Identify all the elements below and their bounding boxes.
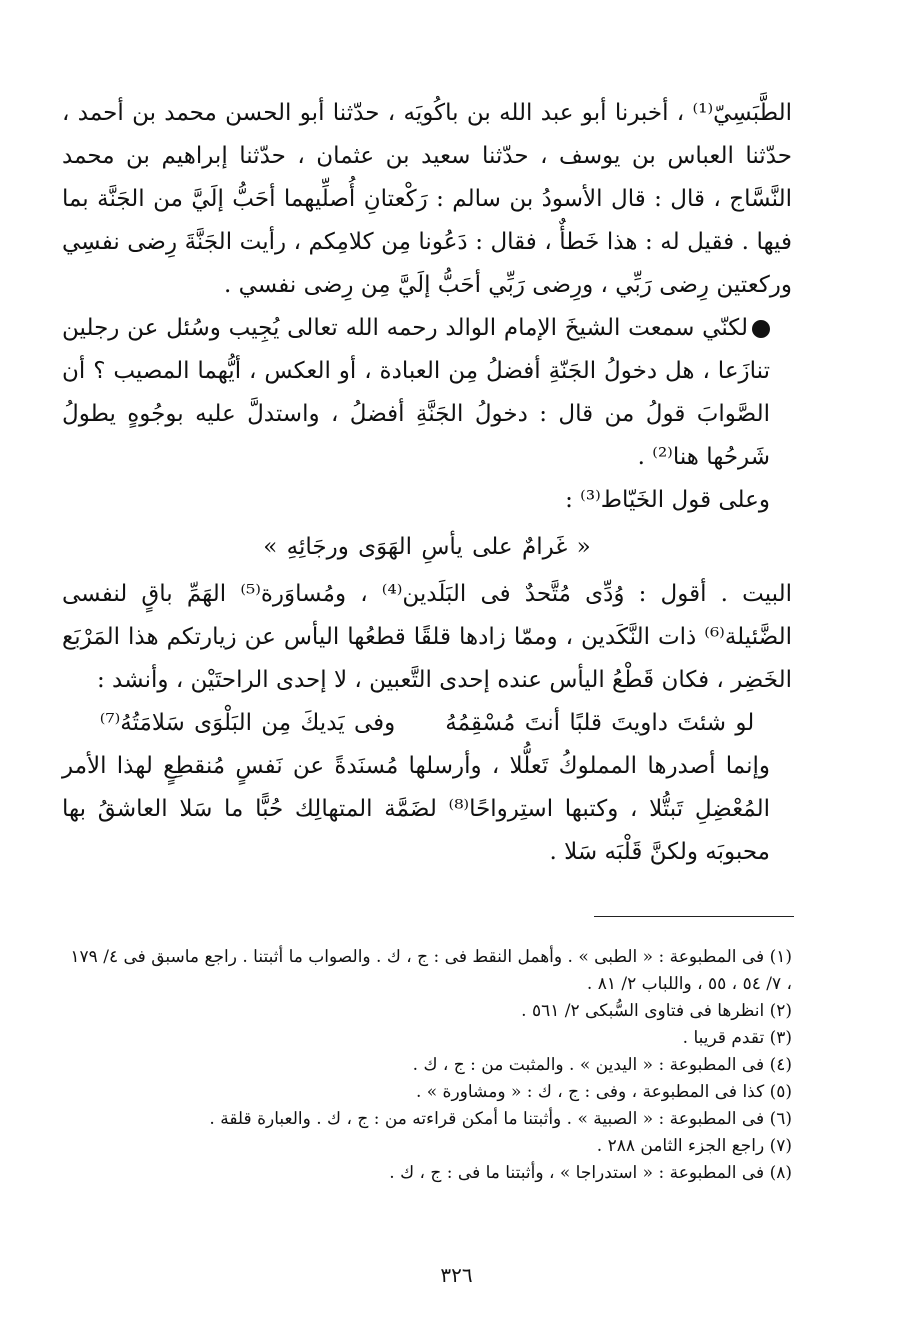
page-number: ٣٢٦: [440, 1263, 473, 1287]
footnote-1: (١) فى المطبوعة : « الطبى » . وأهمل النقط فى : ج ، ك . والصواب ما أثبتنا . راجع ماسبق فى ٤/ ١٧٩ ، ٧/ ٥٤ ، ٥٥ ، واللباب ٢/ ٨١ .: [70, 947, 792, 994]
verse-hemistich-right: لو شئتَ داويتَ قلبًا أنتَ مُسْقِمُهُ: [445, 710, 755, 736]
main-text: [62, 92, 792, 874]
bullet-dot-icon: [752, 320, 770, 338]
footnote-8: (٨) فى المطبوعة : « استدراجا » ، وأثبتنا ما فى : ج ، ك .: [389, 1163, 792, 1183]
verse-hemistich-left: وفى يَديكَ مِن البَلْوَى سَلامَتُهُ⁽⁷⁾: [99, 710, 396, 736]
paragraph-5: وإنما أصدرها المملوكُ تَعلُّلا ، وأرسلها مُسنَدةً عن نَفسٍ مُنقطِعٍ لهذا الأمر المُعْضِلِ تَبتُّلا ، وكتبها استِرواحًا⁽⁸⁾ لضَمَّة المتهالِك حُبًّا ما سَلا العاشقُ بها محبوبَه ولكنَّ قَلْبَه سَلا .: [62, 753, 770, 865]
verse-line-2: [62, 702, 792, 745]
footnote-2: (٢) انظرها فى فتاوى السُّبكى ٢/ ٥٦١ .: [521, 1001, 792, 1021]
paragraph-2: [62, 307, 792, 479]
verse-line-1: « غَرامٌ على يأسِ الهَوَى ورجَائِهِ »: [263, 534, 591, 560]
footnote-separator: [594, 916, 794, 917]
paragraph-2-text: لكنّي سمعت الشيخَ الإمام الوالد رحمه الله تعالى يُجِيب وسُئل عن رجلين تنازَعا ، هل دخولُ الجَنّةِ أفضلُ مِن العبادة ، أو العكس ، أيُّهما المصيب ؟ أن الصَّوابَ قولُ من قال : دخولُ الجَنَّةِ أفضلُ ، واستدلَّ عليه بوجُوهٍ يطولُ شَرحُها هنا⁽²⁾ .: [62, 315, 770, 470]
footnote-7: (٧) راجع الجزء الثامن ٢٨٨ .: [596, 1136, 792, 1156]
footnote-4: (٤) فى المطبوعة : « اليدين » . والمثبت من : ج ، ك .: [412, 1055, 792, 1075]
footnote-6: (٦) فى المطبوعة : « الصبية » . وأثبتنا ما أمكن قراءته من : ج ، ك . والعبارة قلقة .: [209, 1109, 792, 1129]
paragraph-3: وعلى قول الخَيّاط⁽³⁾ :: [565, 487, 770, 513]
paragraph-4: البيت . أقول : وُدِّى مُتَّحدٌ فى البَلَدين⁽⁴⁾ ، ومُساوَرة⁽⁵⁾ الهَمِّ باقٍ لنفسى الضَّئيلة⁽⁶⁾ ذات النَّكَدين ، وممّا زادها قلقًا قطعُها اليأس عن زيارتكم هذا المَرْبَع الخَضِر ، فكان قَطْعُ اليأس عنده إحدى التَّعبين ، لا إحدى الراحتَيْن ، وأنشد :: [62, 581, 793, 693]
footnote-5: (٥) كذا فى المطبوعة ، وفى : ج ، ك : « ومشاورة » .: [415, 1082, 792, 1102]
footnote-3: (٣) تقدم قريبا .: [682, 1028, 792, 1048]
footnotes: [62, 944, 792, 1187]
paragraph-1: الطَّبَسِيّ⁽¹⁾ ، أخبرنا أبو عبد الله بن باكُويَه ، حدّثنا أبو الحسن محمد بن أحمد ، حدّثنا العباس بن يوسف ، حدّثنا سعيد بن عثمان ، حدّثنا إبراهيم بن محمد النَّسَّاج ، قال : قال الأسودُ بن سالم : رَكْعتانِ أُصلِّيهما أحَبُّ إلَيَّ من الجَنَّة بما فيها . فقيل له : هذا خَطأٌ ، فقال : دَعُونا مِن كلامِكم ، رأيت الجَنَّةَ رِضى نفسِي وركعتين رِضى رَبِّي ، ورِضى رَبِّي أحَبُّ إلَيَّ مِن رِضى نفسي .: [62, 100, 792, 298]
